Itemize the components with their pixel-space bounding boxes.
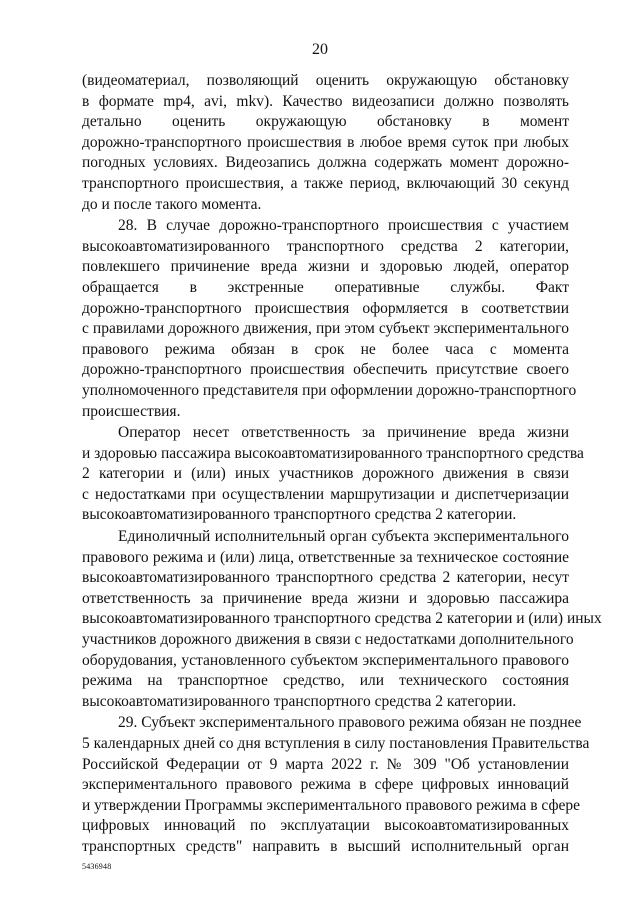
- text-line: экспериментального правового режима в сфере цифровых инноваций: [82, 776, 569, 794]
- text-line: погодных условиях. Видеозапись должна содержать момент дорожно-: [82, 154, 569, 172]
- paragraph-29: [82, 713, 590, 857]
- document-code: 5436948: [82, 862, 112, 871]
- text-line: транспортных средств" направить в высший исполнительный орган: [82, 837, 569, 855]
- text-line: Единоличный исполнительный орган субъекта экспериментального: [118, 528, 569, 546]
- text-line: дорожно-транспортного происшествия оформляется в соответствии: [82, 299, 569, 317]
- text-line: 2 категории и (или) иных участников дорожного движения в связи: [82, 465, 569, 483]
- text-line: высокоавтоматизированного транспортного средства 2 категории,: [82, 237, 569, 255]
- text-line: 5 календарных дней со дня вступления в силу постановления Правительства: [82, 735, 590, 752]
- text-line: 28. В случае дорожно-транспортного происшествия с участием: [118, 217, 569, 235]
- text-line: оборудования, установленного субъектом экспериментального правового: [82, 651, 569, 669]
- text-line: транспортного происшествия, а также период, включающий 30 секунд: [82, 174, 569, 192]
- text-line: правового режима и (или) лица, ответственные за техническое состояние: [82, 548, 569, 566]
- text-line: высокоавтоматизированного транспортного средства 2 категории и (или) иных: [82, 610, 602, 628]
- paragraph-operator-responsibility: [82, 423, 584, 526]
- text-line: участников дорожного движения в связи с недостатками дополнительного: [82, 631, 574, 649]
- text-line: и утверждении Программы экспериментального правового режима в сфере: [82, 796, 581, 814]
- text-line: режима на транспортное средство, или технического состояния: [82, 672, 569, 690]
- text-line: до и после такого момента.: [82, 195, 262, 213]
- text-line: (видеоматериал, позволяющий оценить окружающую обстановку: [82, 72, 569, 89]
- page-number: 20: [312, 41, 328, 58]
- text-line: высокоавтоматизированного транспортного средства 2 категории, несут: [82, 569, 569, 587]
- text-line: повлекшего причинение вреда жизни и здоровью людей, оператор: [82, 258, 569, 276]
- text-line: ответственность за причинение вреда жизни и здоровью пассажира: [82, 589, 569, 607]
- text-line: цифровых инноваций по эксплуатации высокоавтоматизированных: [82, 817, 569, 835]
- text-line: и здоровью пассажира высокоавтоматизированного транспортного средства: [82, 444, 584, 462]
- text-line: в формате mp4, avi, mkv). Качество видеозаписи должно позволять: [82, 92, 569, 110]
- text-line: дорожно-транспортного происшествия обеспечить присутствие своего: [82, 361, 569, 379]
- text-line: детально оценить окружающую обстановку в момент: [82, 113, 569, 131]
- text-line: Оператор несет ответственность за причинение вреда жизни: [118, 424, 569, 442]
- text-line: уполномоченного представителя при оформлении дорожно-транспортного: [82, 381, 577, 399]
- text-line: с правилами дорожного движения, при этом субъект экспериментального: [82, 320, 569, 338]
- text-line: высокоавтоматизированного транспортного средства 2 категории.: [82, 506, 517, 524]
- paragraph-executive-responsibility: [82, 527, 602, 712]
- paragraph-28: [82, 216, 577, 422]
- text-line: Российской Федерации от 9 марта 2022 г. № 309 "Об установлении: [82, 755, 569, 773]
- text-line: происшествия.: [82, 402, 181, 420]
- text-line: высокоавтоматизированного транспортного средства 2 категории.: [82, 692, 517, 710]
- paragraph-video-requirements: [82, 71, 569, 215]
- text-line: дорожно-транспортного происшествия в любое время суток при любых: [82, 133, 569, 151]
- text-line: обращается в экстренные оперативные службы. Факт: [82, 278, 569, 296]
- text-line: 29. Субъект экспериментального правового режима обязан не позднее: [118, 714, 582, 732]
- text-line: с недостатками при осуществлении маршрутизации и диспетчеризации: [82, 485, 569, 503]
- text-line: правового режима обязан в срок не более часа с момента: [82, 340, 569, 358]
- document-body: [82, 71, 602, 858]
